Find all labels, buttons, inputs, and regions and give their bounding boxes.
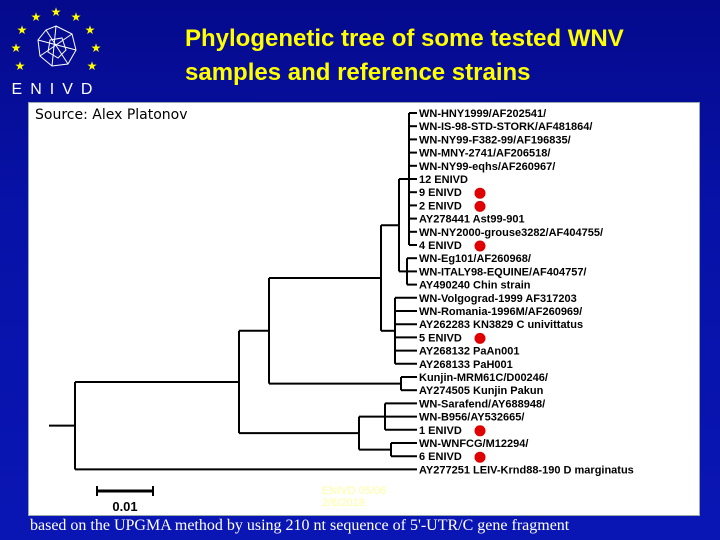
taxon-label: AY262283 KN3829 C univittatus — [419, 319, 584, 332]
taxon-label: WN-IS-98-STD-STORK/AF481864/ — [419, 121, 593, 134]
taxon-label: WN-MNY-2741/AF206518/ — [419, 147, 551, 160]
phylogenetic-tree — [29, 103, 699, 515]
taxon-label: AY268133 PaH001 — [419, 358, 513, 371]
taxon-label: 4 ENIVD — [419, 240, 462, 252]
note-line-2: 2/6/2018 — [322, 497, 365, 509]
slide-note — [322, 485, 386, 509]
taxon-label: WN-Romania-1996M/AF260969/ — [419, 306, 583, 318]
taxon-label: AY268132 PaAn001 — [419, 345, 520, 358]
taxon-label: 12 ENIVD — [419, 174, 468, 186]
taxon-label: AY278441 Ast99-901 — [419, 213, 525, 226]
taxon-label: 5 ENIVD — [419, 332, 462, 345]
scale-bar — [97, 486, 153, 514]
taxon-label: Kunjin-MRM61C/D00246/ — [419, 372, 548, 384]
sample-marker — [475, 425, 486, 436]
svg-text:★: ★ — [16, 23, 28, 37]
footer-caption: based on the UPGMA method by using 210 nt sequence of 5'-UTR/C gene fragment — [30, 517, 570, 534]
taxon-label: WN-WNFCG/M12294/ — [419, 438, 529, 450]
sample-marker — [475, 452, 486, 463]
sample-marker — [475, 201, 486, 212]
enivd-logo — [4, 4, 108, 100]
taxon-label: AY274505 Kunjin Pakun — [419, 385, 544, 398]
taxon-label: WN-B956/AY532665/ — [419, 411, 525, 424]
note-line-1: ENIVD 05/06 — [322, 485, 387, 497]
taxon-label: WN-NY2000-grouse3282/AF404755/ — [419, 226, 604, 239]
sample-marker — [475, 188, 486, 199]
taxon-label: 9 ENIVD — [419, 187, 462, 200]
taxon-label: AY490240 Chin strain — [419, 279, 531, 292]
page-title — [185, 22, 705, 90]
phylogenetic-tree-panel — [28, 102, 700, 516]
svg-text:★: ★ — [14, 59, 26, 73]
logo-text: ENIVD — [11, 81, 101, 98]
svg-text:★: ★ — [86, 59, 98, 73]
scale-bar-label: 0.01 — [112, 499, 138, 514]
title-line-1: Phylogenetic tree of some tested WNV — [185, 25, 624, 52]
taxon-label: WN-NY99-F382-99/AF196835/ — [419, 134, 571, 147]
svg-text:★: ★ — [90, 41, 102, 55]
taxon-label: AY277251 LEIV-Krnd88-190 D marginatus — [419, 464, 634, 477]
svg-text:★: ★ — [10, 41, 22, 55]
source-label: Source: Alex Platonov — [35, 107, 188, 123]
taxon-label: WN-Eg101/AF260968/ — [419, 253, 531, 266]
taxon-label: WN-NY99-eqhs/AF260967/ — [419, 160, 556, 173]
title-line-2: samples and reference strains — [185, 59, 531, 86]
svg-text:★: ★ — [70, 10, 82, 24]
taxon-label: WN-HNY1999/AF202541/ — [419, 108, 547, 120]
taxon-label: WN-Sarafend/AY688948/ — [419, 398, 546, 411]
taxon-label: 6 ENIVD — [419, 451, 462, 464]
taxon-label: 2 ENIVD — [419, 200, 462, 213]
taxon-label: WN-Volgograd-1999 AF317203 — [419, 292, 577, 305]
svg-text:★: ★ — [30, 10, 42, 24]
taxon-label: WN-ITALY98-EQUINE/AF404757/ — [419, 266, 587, 279]
sample-marker — [475, 333, 486, 344]
taxon-label: 1 ENIVD — [419, 424, 462, 437]
svg-text:★: ★ — [84, 23, 96, 37]
virus-globe-icon — [38, 26, 76, 66]
sample-marker — [475, 241, 486, 252]
svg-text:★: ★ — [50, 5, 62, 19]
